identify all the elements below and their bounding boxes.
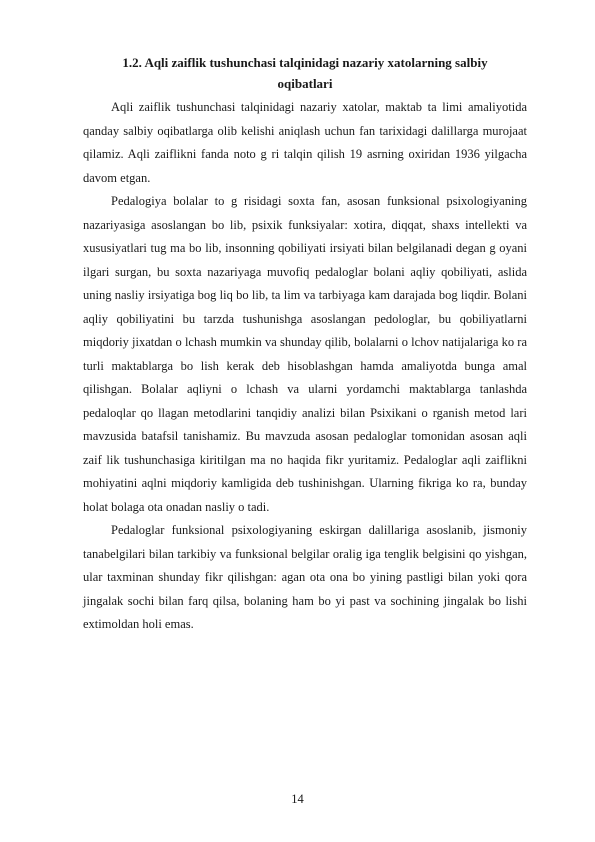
section-title (83, 52, 527, 94)
page-number: 14 (291, 792, 304, 806)
paragraph-3: Pedaloglar funksional psixologiyaning eskirgan dalillariga asoslanib, jismoniy tanabelgilari bilan tarkibiy va funksional belgilar oralig iga tenglik belgisini qo yishgan, ular taxminan shunday fikr qilishgan: agan ota ona bo yining pastligi bilan yoki qora jingalak sochi bilan farq qilsa, bolaning ham bo yi past va sochining jingalak bo lishi extimoldan holi emas. (83, 523, 527, 631)
section-title-line-2: oqibatlari (277, 76, 333, 91)
section-title-line-1: 1.2. Aqli zaiflik tushunchasi talqinidagi nazariy xatolarning salbiy (122, 55, 488, 70)
paragraph-2: Pedalogiya bolalar to g risidagi soxta fan, asosan funksional psixologiyaning nazariyasiga asoslangan bo lib, psixik funksiyalar: xotira, diqqat, shaxs intellekti va xususiyatlari tug ma bo lib, insonning qobiliyati irsiyati bilan belgilanadi degan g oyani ilgari surgan, bu soxta nazariyaga muvofiq pedaloglar bolani aqliy qobiliyati, aslida uning nasliy irsiyatiga bog liq bo lib, ta lim va tarbiyaga kam darajada bog liqdir. Bolani aqliy qobiliyatini bu tarzda tushunishga asoslangan pedologlar, bu qobiliyatlarni miqdoriy jixatdan o lchash mumkin va shunday qilib, bolalarni o lchov natijalariga ko ra turli maktablarga bo lish kerak deb hisoblashgan hamda amaliyotda bunga amal qilishgan. Bolalar aqliyni o lchash va ularni yordamchi maktablarga tanlashda pedaloqlar qo llagan metodlarini tanqidiy analizi bilan Psixikani o rganish metod lari mavzusida batafsil tanishamiz. Bu mavzuda asosan pedaloglar tomonidan asosan aqli zaif lik tushunchasiga kiritilgan ma no haqida fikr yuritamiz. Pedaloglar aqli zaiflikni mohiyatini aqlni miqdoriy kamligida deb tushinishgan. Ularning fikriga ko ra, bunday holat bolaga ota onadan nasliy o tadi. (83, 194, 527, 514)
paragraph-1: Aqli zaiflik tushunchasi talqinidagi nazariy xatolar, maktab ta limi amaliyotida qanday salbiy oqibatlarga olib kelishi aniqlash uchun fan tarixidagi dalillarga murojaat qilamiz. Aqli zaiflikni fanda noto g ri talqin qilish 19 asrning oxiridan 1936 yilgacha davom etgan. (83, 100, 527, 185)
document-page (83, 52, 527, 637)
